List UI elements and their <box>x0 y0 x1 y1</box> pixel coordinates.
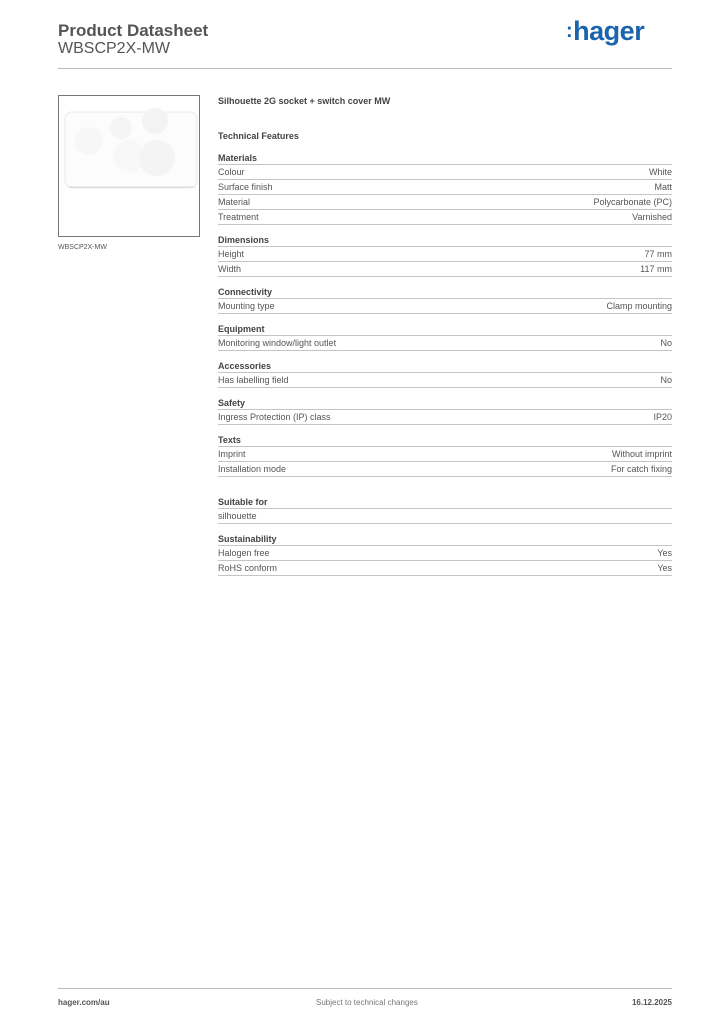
spec-section <box>218 533 672 576</box>
spec-content <box>218 95 672 585</box>
footer-divider <box>58 988 672 989</box>
spec-value: IP20 <box>653 412 672 422</box>
spec-label: silhouette <box>218 511 257 521</box>
spec-row <box>218 448 672 462</box>
spec-row <box>218 263 672 277</box>
spec-label: Ingress Protection (IP) class <box>218 412 331 422</box>
spec-section <box>218 152 672 225</box>
spec-row <box>218 181 672 195</box>
spec-value: 77 mm <box>644 249 672 259</box>
spec-value: Matt <box>654 182 672 192</box>
spec-value: Polycarbonate (PC) <box>593 197 672 207</box>
section-title: Dimensions <box>218 234 672 247</box>
spec-value: White <box>648 167 672 177</box>
footer-date: 16.12.2025 <box>631 998 672 1007</box>
product-image <box>58 95 200 237</box>
spec-row <box>218 547 672 561</box>
spec-label: Surface finish <box>218 182 273 192</box>
spec-label: Height <box>218 249 245 259</box>
spec-row <box>218 337 672 351</box>
spec-row <box>218 374 672 388</box>
spec-row <box>218 300 672 314</box>
section-title: Connectivity <box>218 286 672 299</box>
spec-label: Treatment <box>218 212 259 222</box>
product-code: WBSCP2X-MW <box>58 40 170 57</box>
section-title: Materials <box>218 152 672 165</box>
spec-row <box>218 211 672 225</box>
spec-label: RoHS conform <box>218 563 278 573</box>
spec-value: No <box>660 338 672 348</box>
spec-value: Varnished <box>632 212 672 222</box>
section-title: Suitable for <box>218 496 672 509</box>
section-title: Texts <box>218 434 672 447</box>
spec-label: Width <box>218 264 242 274</box>
spec-label: Has labelling field <box>218 375 289 385</box>
spec-section <box>218 234 672 277</box>
section-title: Safety <box>218 397 672 410</box>
spec-row <box>218 510 672 524</box>
product-cover-illustration <box>59 96 199 236</box>
spec-value: Without imprint <box>611 449 672 459</box>
spec-row <box>218 248 672 262</box>
spec-label: Imprint <box>218 449 246 459</box>
spec-section <box>218 360 672 388</box>
spec-section <box>218 286 672 314</box>
spec-section <box>218 496 672 524</box>
hager-logo[interactable] <box>566 16 644 47</box>
spec-section <box>218 397 672 425</box>
spec-value: No <box>660 375 672 385</box>
spec-label: Material <box>218 197 251 207</box>
page-title: Product Datasheet <box>58 21 209 40</box>
logo-text: hager <box>573 16 645 46</box>
spec-label: Monitoring window/light outlet <box>218 338 337 348</box>
spec-row <box>218 411 672 425</box>
spec-value: 117 mm <box>640 264 672 274</box>
spec-value: Clamp mounting <box>606 301 672 311</box>
logo-dots-icon: : <box>566 20 573 42</box>
spec-row <box>218 562 672 576</box>
spec-value: Yes <box>657 563 672 573</box>
spec-label: Halogen free <box>218 548 270 558</box>
spec-value: Yes <box>657 548 672 558</box>
section-title: Equipment <box>218 323 672 336</box>
section-title: Accessories <box>218 360 672 373</box>
header-divider <box>58 68 672 69</box>
spec-value: For catch fixing <box>610 464 672 474</box>
spec-row <box>218 166 672 180</box>
spec-label: Installation mode <box>218 464 287 474</box>
footer-disclaimer: Subject to technical changes <box>316 998 418 1007</box>
spec-section <box>218 434 672 477</box>
spec-section <box>218 323 672 351</box>
spec-label: Colour <box>218 167 245 177</box>
technical-features-heading: Technical Features <box>218 131 299 141</box>
section-title: Sustainability <box>218 533 672 546</box>
spec-row <box>218 196 672 210</box>
spec-label: Mounting type <box>218 301 275 311</box>
footer-website[interactable]: hager.com/au <box>58 998 110 1007</box>
spec-sections <box>218 152 672 576</box>
image-caption: WBSCP2X-MW <box>58 244 107 251</box>
product-description: Silhouette 2G socket + switch cover MW <box>218 96 391 106</box>
spec-row <box>218 463 672 477</box>
